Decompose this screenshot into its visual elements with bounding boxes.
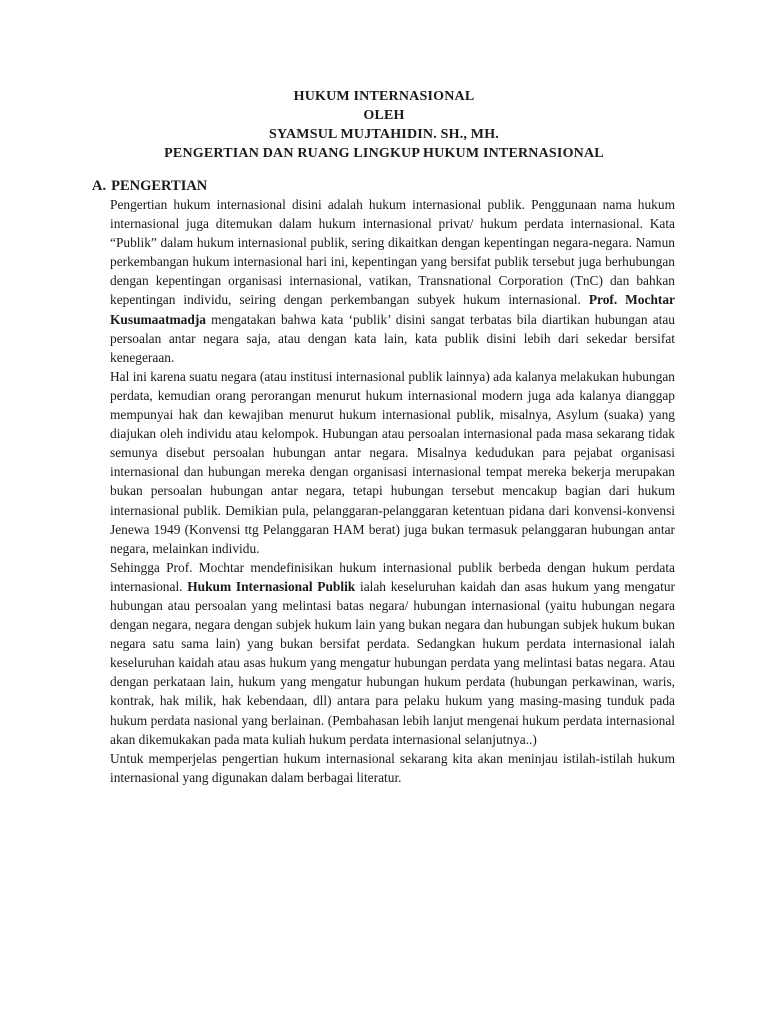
paragraph-4: Untuk memperjelas pengertian hukum internasional sekarang kita akan meninjau istilah-istilah hukum internasional yang digunakan dalam berbagai literatur. [110, 750, 675, 785]
paragraph-1-text-a: Pengertian hukum internasional disini adalah hukum internasional publik. Penggunaan nama hukum internasional juga ditemukan dalam hukum internasional privat/ hukum perdata internasional. Kata “Publik” dalam hukum internasional publik, sering dikaitkan dengan kepentingan negara-negara. Namun perkembangan hukum internasional hari ini, kepentingan yang bersifat publik tersebut juga berhubungan dengan kepentingan organisasi internasional, vatikan, Transnational Corporation (TnC) dan bahkan kepentingan individu, seiring dengan perkembangan subyek hukum internasional. [110, 197, 675, 308]
section-number: A. [92, 178, 107, 194]
paragraph-1-text-b: mengatakan bahwa kata ‘publik’ disini sangat terbatas bila diartikan hubungan atau persoalan antar negara saja, atau dengan kata lain, kata publik disini lebih dari sekedar bersifat kenegeraan. [110, 311, 675, 365]
document-header [0, 87, 768, 163]
paragraph-1 [110, 195, 675, 367]
author-name: SYAMSUL MUJTAHIDIN. SH., MH. [268, 127, 500, 142]
paragraph-3-text-b: ialah keseluruhan kaidah dan asas hukum yang mengatur hubungan atau persoalan yang melintasi batas negara/ hubungan internasional (yaitu hubungan negara dengan negara, negara dengan subjek hukum lain yang bukan negara dan hubungan subjek hukum bukan negara satu sama lain) yang bukan bersifat perdata. Sedangkan hukum perdata internasional ialah keseluruhan kaidah atau asas hukum yang mengatur hubungan perdata yang melintasi batas negara. Atau dengan perkataan lain, hukum yang mengatur hubungan hukum perdata (hubungan perkawinan, waris, kontrak, hak milik, hak kebendaan, dll) antara para pelaku hukum yang masing-masing tunduk pada hukum perdata nasional yang berlainan. (Pembahasan lebih lanjut mengenai hukum perdata internasional akan dikemukakan pada mata kuliah hukum perdata internasional selanjutnya..) [110, 578, 675, 747]
section-title: PENGERTIAN [111, 178, 208, 194]
body-text [110, 195, 675, 787]
paragraph-3-text-a: Sehingga Prof. Mochtar mendefinisikan hukum internasional publik berbeda dengan hukum perdata internasional. [110, 559, 675, 594]
document-subtitle: PENGERTIAN DAN RUANG LINGKUP HUKUM INTERNASIONAL [164, 146, 604, 161]
paragraph-1-bold-name: Prof. Mochtar Kusumaatmadja [110, 292, 675, 327]
paragraph-3-bold-term: Hukum Internasional Publik [187, 578, 356, 594]
document-title: HUKUM INTERNASIONAL [293, 89, 475, 104]
byline-label: OLEH [363, 108, 405, 123]
paragraph-2: Hal ini karena suatu negara (atau institusi internasional publik lainnya) ada kalanya melakukan hubungan perdata, kemudian orang perorangan menurut hukum internasional modern juga ada kalanya dianggap mempunyai hak dan kewajiban menurut hukum internasional publik, misalnya, Asylum (suaka) yang diajukan oleh individu atau kelompok. Hubungan atau persoalan internasional pada masa sekarang tidak semunya disebut persoalan hubungan antar negara. Misalnya kedudukan para pejabat organisasi internasional dan hubungan mereka dengan organisasi internasional tempat mereka bekerja merupakan bukan persoalan hubungan antar negara, tetapi hubungan tersebut mencakup bagian dari hukum internasional publik. Demikian pula, pelanggaran-pelanggaran ketentuan pidana dari konvensi-konvensi Jenewa 1949 (Konvensi ttg Pelanggaran HAM berat) juga bukan termasuk pelanggaran hubungan antar negara, melainkan individu. [110, 368, 675, 556]
section-heading [92, 177, 207, 196]
paragraph-3 [110, 558, 675, 749]
